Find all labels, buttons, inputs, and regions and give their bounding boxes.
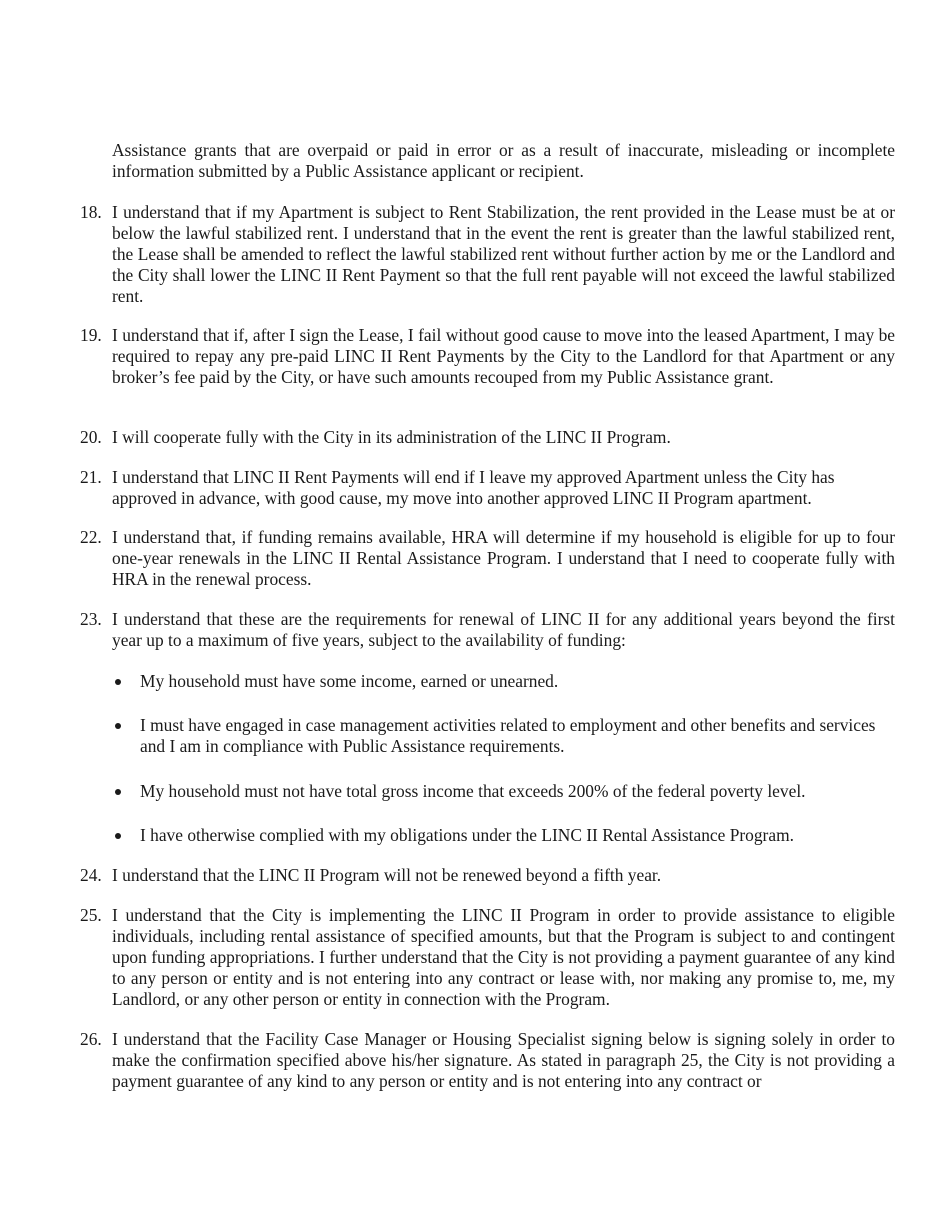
numbered-item-25 xyxy=(80,905,895,1010)
numbered-item-23 xyxy=(80,609,895,651)
item-number: 19. xyxy=(80,325,102,345)
item-text: I understand that the City is implementing the LINC II Program in order to provide assistance to eligible individuals, including rental assistance of specified amounts, but that the Program is subject to and contingent upon funding appropriations. I further understand that the City is not providing a payment guarantee of any kind to any person or entity and is not entering into any contract or lease with, nor making any promise to, me, my Landlord, or any other person or entity in connection with the Program. xyxy=(112,905,895,1009)
bullet-item xyxy=(112,671,895,692)
bullet-text: I must have engaged in case management activities related to employment and other benefits and services and I am in compliance with Public Assistance requirements. xyxy=(140,715,876,756)
bullet-item xyxy=(112,781,895,802)
item-number: 26. xyxy=(80,1029,102,1049)
bullet-item xyxy=(112,715,895,757)
numbered-item-22 xyxy=(80,527,895,590)
bullet-text: My household must not have total gross income that exceeds 200% of the federal poverty level. xyxy=(140,781,806,801)
numbered-item-20 xyxy=(80,427,895,448)
item-text: I understand that if, after I sign the Lease, I fail without good cause to move into the leased Apartment, I may be required to repay any pre-paid LINC II Rent Payments by the City to the Landlord for that Apartment or any broker’s fee paid by the City, or have such amounts recouped from my Public Assistance grant. xyxy=(112,325,895,387)
item-text: I will cooperate fully with the City in its administration of the LINC II Program. xyxy=(112,427,671,447)
item-text: I understand that the Facility Case Manager or Housing Specialist signing below is signing solely in order to make the confirmation specified above his/her signature. As stated in paragraph 25, the City is not providing a payment guarantee of any kind to any person or entity and is not entering into any contract or xyxy=(112,1029,895,1091)
item-text: I understand that the LINC II Program will not be renewed beyond a fifth year. xyxy=(112,865,662,885)
item-number: 18. xyxy=(80,202,102,222)
item-number: 21. xyxy=(80,467,102,487)
item-text: I understand that, if funding remains available, HRA will determine if my household is eligible for up to four one-year renewals in the LINC II Rental Assistance Program. I understand that I need to cooperate fully with HRA in the renewal process. xyxy=(112,527,895,589)
item-text: I understand that these are the requirements for renewal of LINC II for any additional years beyond the first year up to a maximum of five years, subject to the availability of funding: xyxy=(112,609,895,650)
item-number: 23. xyxy=(80,609,102,629)
item-number: 20. xyxy=(80,427,102,447)
numbered-item-19 xyxy=(80,325,895,388)
numbered-item-21 xyxy=(80,467,895,509)
item-number: 25. xyxy=(80,905,102,925)
continuation-paragraph: Assistance grants that are overpaid or paid in error or as a result of inaccurate, misleading or incomplete information submitted by a Public Assistance applicant or recipient. xyxy=(112,140,895,181)
bullet-text: My household must have some income, earned or unearned. xyxy=(140,671,559,691)
item-text: I understand that if my Apartment is subject to Rent Stabilization, the rent provided in the Lease must be at or below the lawful stabilized rent. I understand that in the event the rent is greater than the lawful stabilized rent, the Lease shall be amended to reflect the lawful stabilized rent without further action by me or the Landlord and the City shall lower the LINC II Rent Payment so that the full rent payable will not exceed the lawful stabilized rent. xyxy=(112,202,895,306)
bullet-item xyxy=(112,825,895,846)
item-number: 24. xyxy=(80,865,102,885)
numbered-item-18 xyxy=(80,202,895,307)
bullet-text: I have otherwise complied with my obligations under the LINC II Rental Assistance Program. xyxy=(140,825,794,845)
item-text: I understand that LINC II Rent Payments will end if I leave my approved Apartment unless the City has approved in advance, with good cause, my move into another approved LINC II Program apartment. xyxy=(112,467,835,508)
item-number: 22. xyxy=(80,527,102,547)
numbered-item-26 xyxy=(80,1029,895,1092)
numbered-item-24 xyxy=(80,865,895,886)
